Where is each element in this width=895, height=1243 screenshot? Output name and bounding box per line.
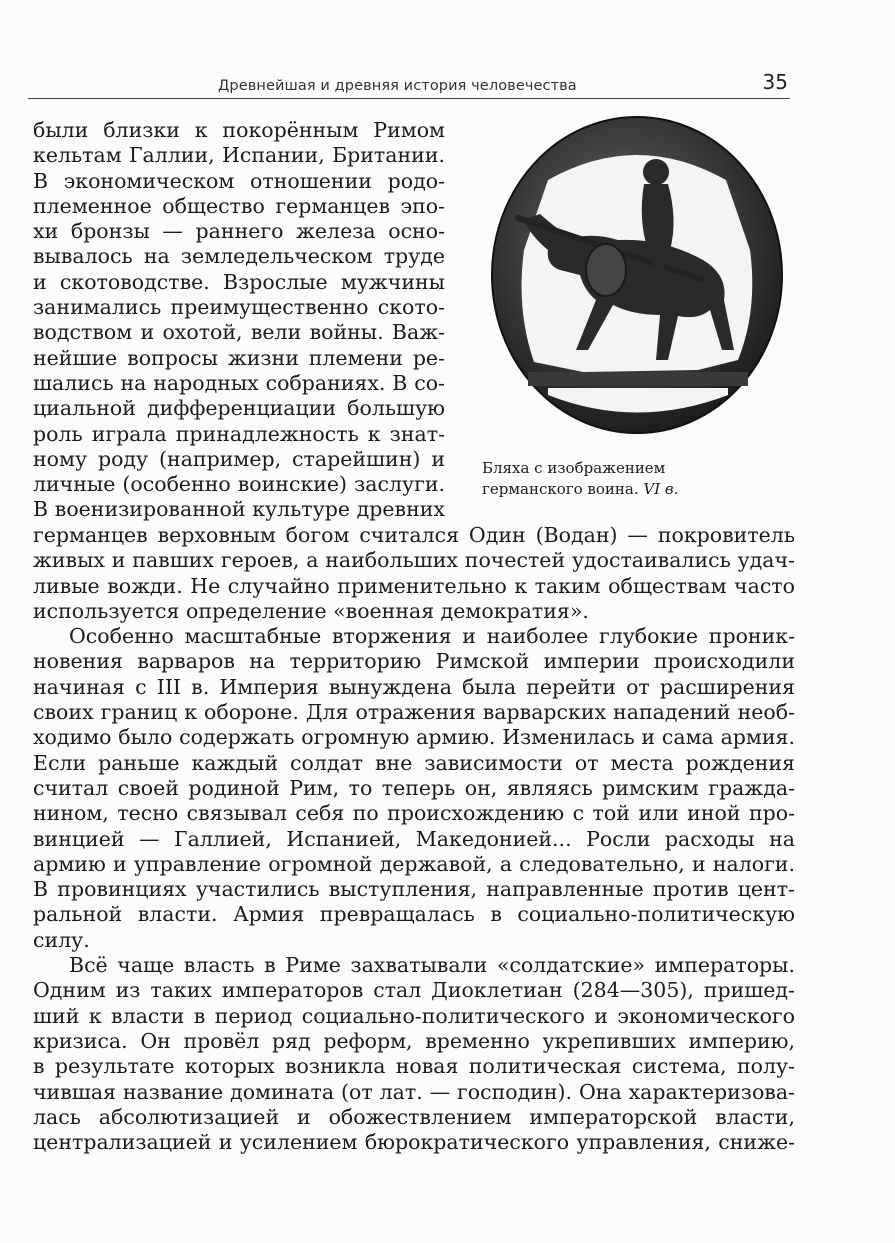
text-line: личные (особенно воинские) заслуги. bbox=[33, 472, 445, 497]
text-line: армию и управление огромной державой, а следовательно, и налоги. bbox=[33, 851, 795, 876]
text-line: шались на народных собраниях. В со- bbox=[33, 370, 445, 395]
text-line: роль играла принадлежность к знат- bbox=[33, 421, 445, 446]
text-line: кризиса. Он провёл ряд реформ, временно укрепивших империю, bbox=[33, 1028, 795, 1053]
body-text-narrow-column bbox=[33, 118, 445, 523]
text-line: Одним из таких императоров стал Диоклетиан (284—305), пришед- bbox=[33, 978, 795, 1003]
text-line: кельтам Галлии, Испании, Британии. bbox=[33, 143, 445, 168]
text-line: были близки к покорённым Римом bbox=[33, 118, 445, 142]
text-line: вывалось на земледельческом труде bbox=[33, 244, 445, 269]
text-line: лась абсолютизацией и обожествлением императорской власти, bbox=[33, 1104, 795, 1129]
text-line: своих границ к обороне. Для отражения варварских нападений необ- bbox=[33, 700, 795, 725]
text-line: В провинциях участились выступления, направленные против цент- bbox=[33, 877, 795, 902]
running-header-title: Древнейшая и древняя история человечества bbox=[218, 78, 577, 94]
text-line: считал своей родиной Рим, то теперь он, являясь римским гражда- bbox=[33, 775, 795, 800]
text-line: ходимо было содержать огромную армию. Изменилась и сама армия. bbox=[33, 725, 795, 750]
caption-line bbox=[482, 479, 782, 500]
text-line: циальной дифференциации большую bbox=[33, 396, 445, 421]
plaque-figure bbox=[488, 110, 786, 440]
running-header bbox=[28, 70, 790, 99]
text-line: используется определение «военная демократия». bbox=[33, 598, 589, 623]
text-line: начиная с III в. Империя вынуждена была перейти от расширения bbox=[33, 674, 795, 699]
text-line: В военизированной культуре древних bbox=[33, 497, 445, 522]
text-line: ливые вожди. Не случайно применительно к таким обществам часто bbox=[33, 573, 795, 598]
text-line: ному роду (например, старейшин) и bbox=[33, 446, 445, 471]
text-line: Если раньше каждый солдат вне зависимости от места рождения bbox=[33, 750, 795, 775]
text-line: нейшие вопросы жизни племени ре- bbox=[33, 345, 445, 370]
text-line: Особенно масштабные вторжения и наиболее глубокие проник- bbox=[69, 624, 795, 649]
text-line: силу. bbox=[33, 927, 90, 952]
text-line: племенное общество германцев эпо- bbox=[33, 193, 445, 218]
caption-era: VI в. bbox=[643, 480, 679, 498]
text-line: нином, тесно связывал себя по происхождению с той или иной про- bbox=[33, 801, 795, 826]
figure-caption bbox=[482, 458, 782, 500]
text-line: винцией — Галлией, Испанией, Македонией... Росли расходы на bbox=[33, 826, 795, 851]
caption-line: Бляха с изображением bbox=[482, 459, 666, 477]
text-line: ший к власти в период социально-политического и экономического bbox=[33, 1003, 795, 1028]
text-line: ральной власти. Армия превращалась в социально-политическую bbox=[33, 902, 795, 927]
text-line: в результате которых возникла новая политическая система, полу- bbox=[33, 1054, 795, 1079]
bronze-plaque-horseman-image bbox=[488, 110, 786, 440]
text-line: чившая название домината (от лат. — господин). Она характеризова- bbox=[33, 1079, 795, 1104]
text-line: водством и охотой, вели войны. Важ- bbox=[33, 320, 445, 345]
text-line: централизацией и усилением бюрократического управления, сниже- bbox=[33, 1130, 795, 1155]
text-line: и скотоводстве. Взрослые мужчины bbox=[33, 269, 445, 294]
text-line: занимались преимущественно ското- bbox=[33, 295, 445, 320]
text-line: В экономическом отношении родо- bbox=[33, 168, 445, 193]
text-line: живых и павших героев, а наибольших почестей удостаивались удач- bbox=[33, 548, 795, 573]
text-line: германцев верховным богом считался Один (Водан) — покровитель bbox=[33, 523, 795, 547]
text-line: Всё чаще власть в Риме захватывали «солдатские» императоры. bbox=[69, 953, 795, 978]
caption-text: германского воина. bbox=[482, 480, 639, 498]
page-number: 35 bbox=[762, 70, 788, 94]
text-line: новения варваров на территорию Римской империи происходили bbox=[33, 649, 795, 674]
body-text-full-width bbox=[33, 523, 795, 1155]
text-line: хи бронзы — раннего железа осно- bbox=[33, 219, 445, 244]
